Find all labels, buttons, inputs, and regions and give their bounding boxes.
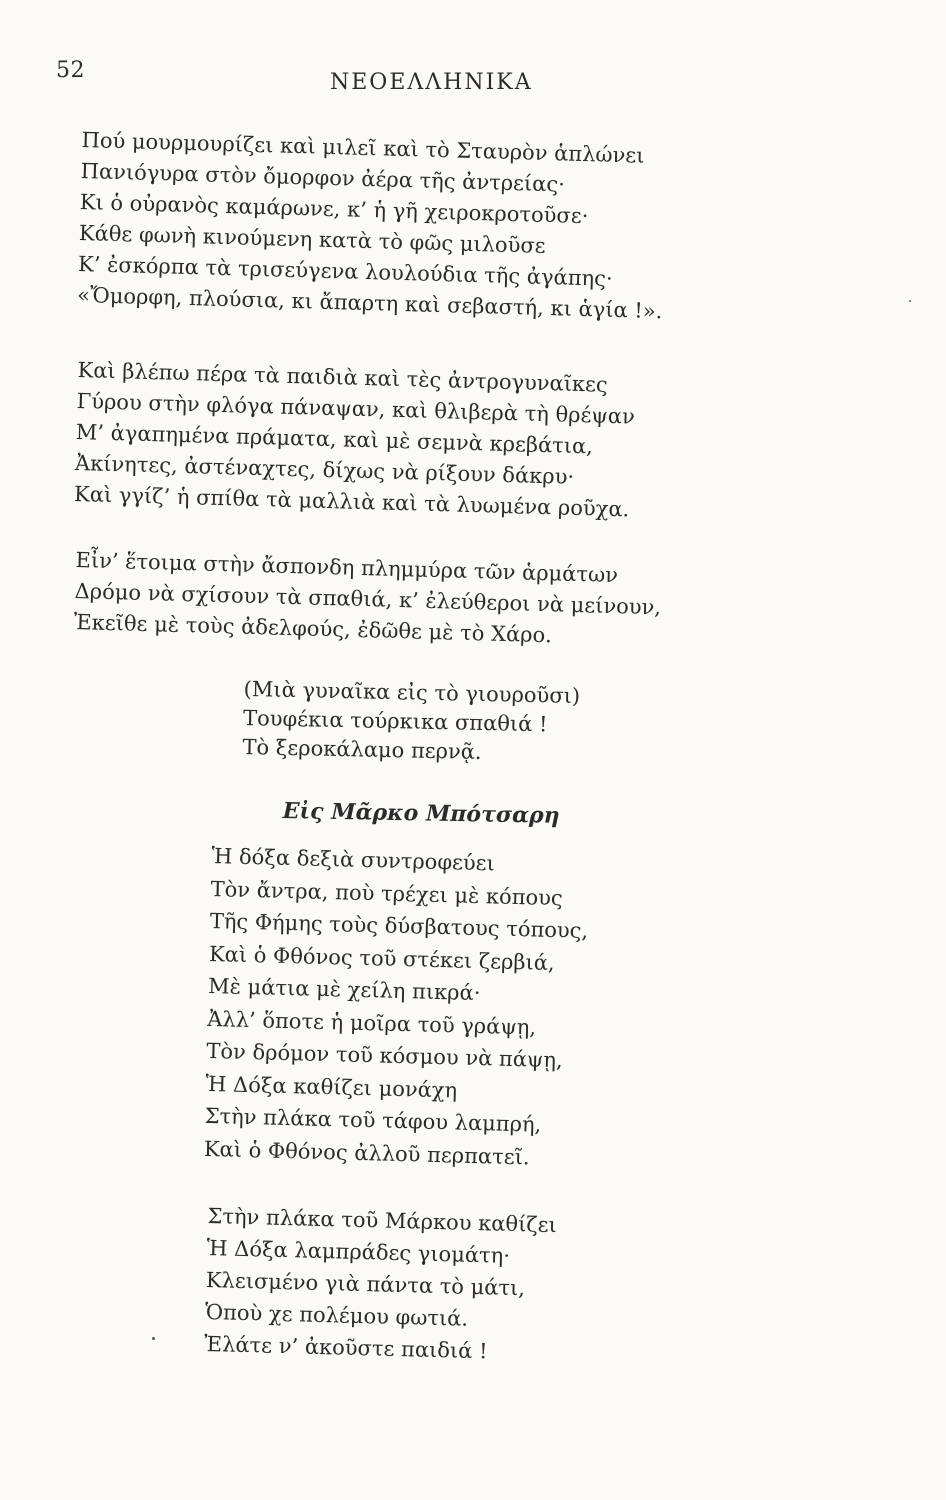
verse-line: Κ’ ἐσκόρπα τὰ τρισεύγενα λουλούδια τῆς ἀγάπης· (77, 251, 613, 291)
verse-line: Ἡ Δόξα λαμπράδες γιομάτη· (206, 1235, 511, 1268)
verse-line: (Μιὰ γυναῖκα εἰς τὸ γιουροῦσι) (243, 676, 581, 709)
stanza-1 (77, 125, 667, 327)
poem-stanza-1 (203, 840, 590, 1175)
verse-line: Μὲ μάτια μὲ χείλη πικρά· (207, 973, 481, 1006)
verse-line: Γύρου στὴν φλόγα πάναψαν, καὶ θλιβερὰ τὴ θρέψαν (76, 388, 636, 429)
verse-line: Καὶ βλέπω πέρα τὰ παιδιὰ καὶ τὲς ἀντρογυναῖκες (77, 357, 609, 397)
verse-line: Τὸν δρόμον τοῦ κόσμου νὰ πάψῃ, (206, 1038, 563, 1073)
page-number: 52 (56, 58, 85, 83)
verse-line: «Ὄμορφη, πλούσια, κι ἄπαρτη καὶ σεβαστή, κι ἁγία !». (76, 282, 663, 324)
verse-line: Κι ὁ οὐρανὸς καμάρωνε, κ’ ἡ γῆ χειροκροτοῦσε· (79, 189, 589, 229)
verse-line: Ἡ δόξα δεξιὰ συντροφεύει (211, 843, 496, 876)
running-head: ΝΕΟΕΛΛΗΝΙΚΑ (330, 70, 533, 95)
verse-line: Ἐκεῖθε μὲ τοὺς ἀδελφούς, ἐδῶθε μὲ τὸ Χάρο. (73, 609, 553, 648)
verse-line: Καὶ ὁ Φθόνος ἀλλοῦ περπατεῖ. (203, 1136, 530, 1169)
verse-line: Κλεισμένο γιὰ πάντα τὸ μάτι, (205, 1267, 526, 1301)
stanza-2 (74, 355, 636, 526)
stanza-3 (73, 545, 662, 654)
verse-line: Ἡ Δόξα καθίζει μονάχη (205, 1071, 458, 1102)
ink-speck (909, 300, 911, 302)
verse-line: Καὶ ὁ Φθόνος τοῦ στέκει ζερβιά, (208, 941, 555, 975)
poem-title: Εἰς Μᾶρκο Μπότσαρη (282, 798, 560, 829)
verse-line: Ἀκίνητες, ἀστέναχτες, δίχως νὰ ρίξουν δάκρυ· (74, 450, 575, 489)
verse-line: Στὴν πλάκα τοῦ τάφου λαμπρή, (204, 1103, 542, 1137)
verse-line: Ἐλάτε ν’ ἀκοῦστε παιδιά ! (203, 1331, 488, 1364)
verse-line: Τουφέκια τούρκικα σπαθιά ! (242, 705, 548, 737)
verse-line: Πού μουρμουρίζει καὶ μιλεῖ καὶ τὸ Σταυρὸν ἁπλώνει (81, 127, 645, 168)
verse-line: Στὴν πλάκα τοῦ Μάρκου καθίζει (207, 1203, 558, 1238)
verse-line: Δρόμο νὰ σχίσουν τὰ σπαθιά, κ’ ἐλεύθεροι νὰ μείνουν, (74, 578, 662, 620)
verse-line: Πανιόγυρα στὸν ὄμορφον ἀέρα τῆς ἀντρείας· (80, 158, 566, 197)
verse-line: Εἶν’ ἕτοιμα στὴν ἄσπονδη πλημμύρα τῶν ἁρμάτων (75, 547, 619, 588)
verse-line: Ἀλλ’ ὅποτε ἡ μοῖρα τοῦ γράψῃ, (207, 1006, 537, 1040)
verse-line: Τὸ ξεροκάλαμο περνᾷ. (242, 734, 482, 764)
stanza-4-indented (242, 675, 580, 769)
verse-line: Τῆς Φήμης τοὺς δύσβατους τόπους, (209, 908, 589, 943)
verse-line: Κάθε φωνὴ κινούμενη κατὰ τὸ φῶς μιλοῦσε (78, 220, 546, 258)
verse-line: Καὶ γγίζ’ ἡ σπίθα τὰ μαλλιὰ καὶ τὰ λυωμένα ροῦχα. (73, 481, 630, 522)
verse-line: Μ’ ἀγαπημένα πράματα, καὶ μὲ σεμνὰ κρεβάτια, (75, 419, 594, 459)
verse-line: Τὸν ἄντρα, ποὺ τρέχει μὲ κόπους (210, 876, 564, 910)
ink-speck (152, 1337, 155, 1340)
poem-stanza-2 (204, 1200, 557, 1369)
verse-line: Ὁποὺ χε πολέμου φωτιά. (204, 1299, 469, 1331)
